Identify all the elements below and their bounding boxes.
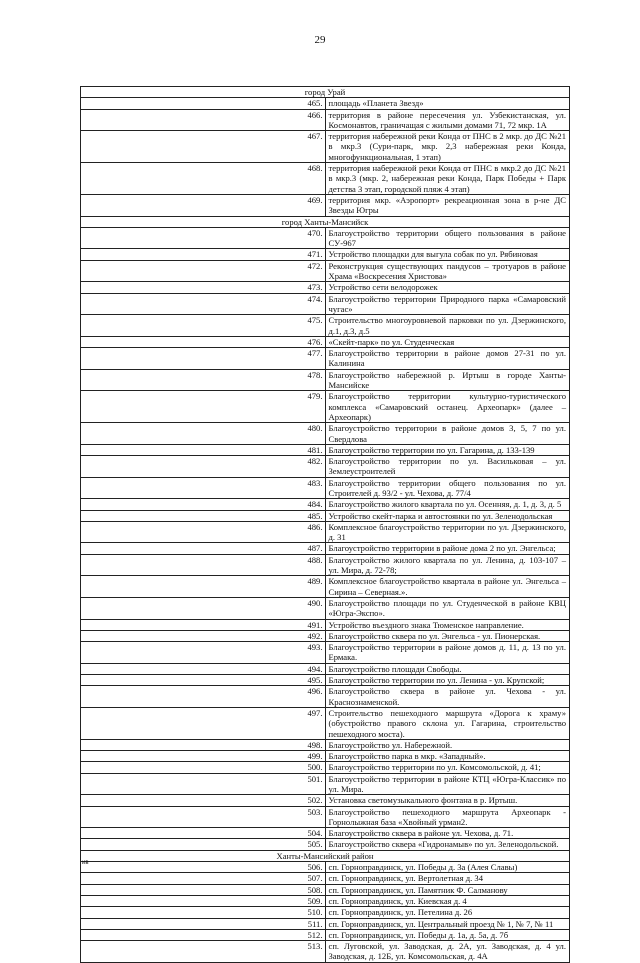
table-row — [81, 642, 570, 664]
row-description: сп. Горноправдинск, ул. Победы д. 3а (Алея Славы) — [325, 862, 570, 873]
row-description: Комплексное благоустройство территории по ул. Дзержинского, д. 31 — [325, 521, 570, 543]
table-row — [81, 941, 570, 963]
row-number: 477. — [81, 348, 326, 370]
table-row — [81, 109, 570, 131]
row-number: 486. — [81, 521, 326, 543]
table-row — [81, 227, 570, 249]
row-number: 512. — [81, 929, 326, 940]
row-number: 467. — [81, 131, 326, 163]
row-description: Благоустройство набережной р. Иртыш в городе Ханты-Мансийске — [325, 369, 570, 391]
document-table-container — [80, 86, 570, 963]
table-row — [81, 554, 570, 576]
row-description: сп. Горноправдинск, ул. Петелина д. 26 — [325, 907, 570, 918]
row-description: Благоустройство территории в районе дома 2 по ул. Энгельса; — [325, 543, 570, 554]
row-number: 475. — [81, 315, 326, 337]
table-row — [81, 630, 570, 641]
table-row — [81, 873, 570, 884]
row-description: сп. Луговской, ул. Заводская, д. 2А, ул. Заводская, д. 4 ул. Заводская, д. 12Б, ул. Комсомольская, д. 4А — [325, 941, 570, 963]
table-row — [81, 444, 570, 455]
row-number: 498. — [81, 739, 326, 750]
page-number: 29 — [314, 34, 326, 46]
table-row — [81, 739, 570, 750]
table-row — [81, 773, 570, 795]
row-description: Благоустройство территории общего пользования в районе СУ-967 — [325, 227, 570, 249]
row-number: 505. — [81, 839, 326, 850]
row-number: 469. — [81, 194, 326, 216]
row-description: Устройство скейт-парка и автостоянки по ул. Зеленодольская — [325, 510, 570, 521]
row-description: Благоустройство сквера в районе ул. Чехова, д. 71. — [325, 828, 570, 839]
table-row — [81, 98, 570, 109]
row-number: 493. — [81, 642, 326, 664]
row-number: 491. — [81, 619, 326, 630]
section-header-row — [81, 216, 570, 227]
row-description: Благоустройство сквера по ул. Энгельса - ул. Пионерская. — [325, 630, 570, 641]
row-number: 474. — [81, 293, 326, 315]
row-number: 489. — [81, 576, 326, 598]
row-description: Благоустройство территории в районе домов д. 11, д. 13 по ул. Ермака. — [325, 642, 570, 664]
row-number: 482. — [81, 456, 326, 478]
row-number: 510. — [81, 907, 326, 918]
table-row — [81, 194, 570, 216]
row-description: Устройство въездного знака Тюменское направление. — [325, 619, 570, 630]
row-number: 465. — [81, 98, 326, 109]
row-description: Благоустройство территории по ул. Комсомольской, д. 41; — [325, 762, 570, 773]
section-header-row — [81, 850, 570, 861]
row-number: 507. — [81, 873, 326, 884]
row-description: Благоустройство ул. Набережной. — [325, 739, 570, 750]
row-description: Благоустройство территории в районе домов 27-31 по ул. Калинина — [325, 348, 570, 370]
table-row — [81, 907, 570, 918]
row-description: Строительство пешеходного маршрута «Дорога к храму» (обустройство правого склона ул. Гагарина, строительство пешеходного моста). — [325, 707, 570, 739]
table-row — [81, 282, 570, 293]
table-row — [81, 862, 570, 873]
row-description: Благоустройство сквера «Гидронамыв» по ул. Зеленодольской. — [325, 839, 570, 850]
row-description: Благоустройство пешеходного маршрута Археопарк - Горнолыжная база «Хвойный урман2. — [325, 806, 570, 828]
table-row — [81, 806, 570, 828]
row-number: 483. — [81, 477, 326, 499]
row-description: Благоустройство сквера в районе ул. Чехова - ул. Краснознаменской. — [325, 686, 570, 708]
table-row — [81, 369, 570, 391]
row-description: «Скейт-парк» по ул. Студенческая — [325, 336, 570, 347]
row-number: 487. — [81, 543, 326, 554]
row-number: 488. — [81, 554, 326, 576]
row-number: 478. — [81, 369, 326, 391]
row-description: Благоустройство территории общего пользования по ул. Строителей д. 93/2 - ул. Чехова, д. 77/4 — [325, 477, 570, 499]
row-number: 511. — [81, 918, 326, 929]
table-row — [81, 795, 570, 806]
table-row — [81, 597, 570, 619]
table-row — [81, 762, 570, 773]
row-description: Комплексное благоустройство квартала в районе ул. Энгельса – Сирина – Северная.». — [325, 576, 570, 598]
row-number: 496. — [81, 686, 326, 708]
row-number: 470. — [81, 227, 326, 249]
table-row — [81, 663, 570, 674]
section-title: Ханты-Мансийский район — [81, 850, 570, 861]
row-description: территория набережной реки Конда от ПНС в 2 мкр. до ДС №21 в мкр.3 (Сури-парк, мкр. 2,3 набережная реки Конда, многофункциональная, 1 этап) — [325, 131, 570, 163]
row-description: Реконструкция существующих пандусов – тротуаров в районе Храма «Воскресения Христова» — [325, 260, 570, 282]
row-number: 500. — [81, 762, 326, 773]
row-description: площадь «Планета Звезд» — [325, 98, 570, 109]
section-title: город Урай — [81, 87, 570, 98]
table-row — [81, 315, 570, 337]
row-number: 468. — [81, 163, 326, 195]
row-description: Благоустройство территории по ул. Васильковая – ул. Землеустроителей — [325, 456, 570, 478]
row-number: 495. — [81, 675, 326, 686]
table-row — [81, 456, 570, 478]
row-description: Устройство площадки для выгула собак по ул. Рябиновая — [325, 249, 570, 260]
row-description: сп. Горноправдинск, ул. Центральный проезд № 1, № 7, № 11 — [325, 918, 570, 929]
table-row — [81, 543, 570, 554]
row-number: 484. — [81, 499, 326, 510]
table-row — [81, 675, 570, 686]
table-row — [81, 895, 570, 906]
table-body — [81, 87, 570, 963]
row-description: территория в районе пересечения ул. Узбекистанская, ул. Космонавтов, граничащая с жилыми домами 71, 72 мкр. 1А — [325, 109, 570, 131]
table-row — [81, 839, 570, 850]
row-number: 513. — [81, 941, 326, 963]
table-row — [81, 293, 570, 315]
table-row — [81, 163, 570, 195]
row-description: сп. Горноправдинск, ул. Киевская д. 4 — [325, 895, 570, 906]
table-row — [81, 707, 570, 739]
row-description: Благоустройство парка в мкр. «Западный». — [325, 751, 570, 762]
table-row — [81, 249, 570, 260]
table-row — [81, 348, 570, 370]
row-description: сп. Горноправдинск, ул. Памятник Ф. Салманову — [325, 884, 570, 895]
row-description: Благоустройство территории Природного парка «Самаровский чугас» — [325, 293, 570, 315]
row-description: Благоустройство площади Свободы. — [325, 663, 570, 674]
row-description: Установка светомузыкального фонтана в р. Иртыш. — [325, 795, 570, 806]
row-description: Устройство сети велодорожек — [325, 282, 570, 293]
table-row — [81, 510, 570, 521]
row-description: Благоустройство территории по ул. Гагарина, д. 133-139 — [325, 444, 570, 455]
table-row — [81, 477, 570, 499]
row-number: 480. — [81, 423, 326, 445]
section-header-row — [81, 87, 570, 98]
table-row — [81, 336, 570, 347]
table-row — [81, 918, 570, 929]
row-number: 494. — [81, 663, 326, 674]
row-description: Благоустройство территории культурно-туристического комплекса «Самаровский останец. Археопарк» (далее – Археопарк) — [325, 391, 570, 423]
row-description: Благоустройство площади по ул. Студенческой в районе КВЦ «Югра-Экспо». — [325, 597, 570, 619]
row-description: Благоустройство территории в районе КТЦ «Югра-Классик» по ул. Мира. — [325, 773, 570, 795]
row-number: 504. — [81, 828, 326, 839]
row-number: 490. — [81, 597, 326, 619]
row-number: 492. — [81, 630, 326, 641]
row-number: 476. — [81, 336, 326, 347]
row-description: Благоустройство территории по ул. Ленина - ул. Крупской; — [325, 675, 570, 686]
table-row — [81, 884, 570, 895]
row-number: 509. — [81, 895, 326, 906]
row-description: Благоустройство жилого квартала по ул. Ленина, д. 103-107 – ул. Мира, д. 72-78; — [325, 554, 570, 576]
row-number: 471. — [81, 249, 326, 260]
row-number: 497. — [81, 707, 326, 739]
row-number: 479. — [81, 391, 326, 423]
row-description: сп. Горноправдинск, ул. Победы д. 1а, д. 5а, д. 7б — [325, 929, 570, 940]
row-description: Благоустройство жилого квартала по ул. Осенняя, д. 1, д. 3, д. 5 — [325, 499, 570, 510]
row-number: 485. — [81, 510, 326, 521]
row-number: 508. — [81, 884, 326, 895]
row-description: сп. Горноправдинск, ул. Вертолетная д. 34 — [325, 873, 570, 884]
table-row — [81, 521, 570, 543]
row-number: 472. — [81, 260, 326, 282]
row-description: территория набережной реки Конда от ПНС в мкр.2 до ДС №21 в мкр.3 (мкр. 2, набережная реки Конда, Парк Победы + Парк детства 3 этап, городской пляж 4 этап) — [325, 163, 570, 195]
table-row — [81, 929, 570, 940]
section-title: город Ханты-Мансийск — [81, 216, 570, 227]
table-row — [81, 391, 570, 423]
row-number: 506. — [81, 862, 326, 873]
row-number: 502. — [81, 795, 326, 806]
row-number: 503. — [81, 806, 326, 828]
row-number: 481. — [81, 444, 326, 455]
row-description: Благоустройство территории в районе домов 3, 5, 7 по ул. Свердлова — [325, 423, 570, 445]
table-row — [81, 828, 570, 839]
table-row — [81, 619, 570, 630]
row-description: Строительство многоуровневой парковки по ул. Дзержинского, д.1, д.3, д.5 — [325, 315, 570, 337]
table-row — [81, 686, 570, 708]
footer-mark: ив — [82, 860, 89, 866]
improvement-objects-table — [80, 86, 570, 963]
table-row — [81, 751, 570, 762]
table-row — [81, 423, 570, 445]
row-description: территория мкр. «Аэропорт» рекреационная зона в р-не ДС Звезды Югры — [325, 194, 570, 216]
table-row — [81, 499, 570, 510]
row-number: 499. — [81, 751, 326, 762]
table-row — [81, 260, 570, 282]
table-row — [81, 131, 570, 163]
row-number: 473. — [81, 282, 326, 293]
row-number: 501. — [81, 773, 326, 795]
row-number: 466. — [81, 109, 326, 131]
table-row — [81, 576, 570, 598]
